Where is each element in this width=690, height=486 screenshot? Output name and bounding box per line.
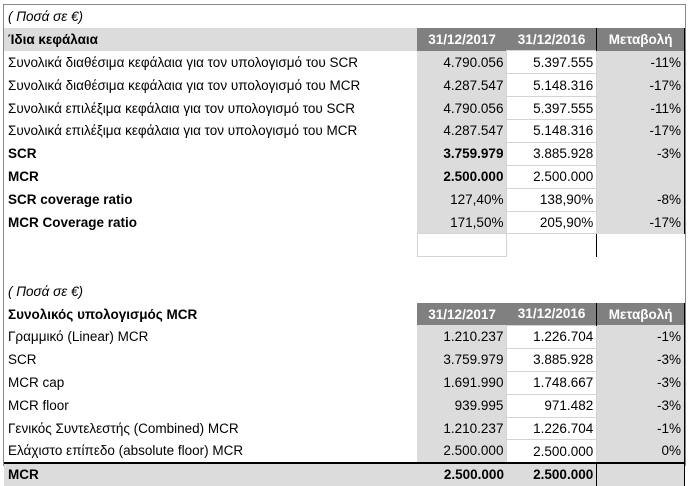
row-label: SCR <box>8 352 37 368</box>
spreadsheet-sheet <box>3 4 686 483</box>
value-2017: 4.790.056 <box>417 97 507 120</box>
unit-note-row <box>4 5 685 28</box>
row-label: Γραμμικό (Linear) MCR <box>8 329 149 345</box>
value-2017: 2.500.000 <box>417 165 507 188</box>
value-2017: 1.210.237 <box>417 325 507 348</box>
value-2017: 171,50% <box>417 211 507 234</box>
section-title: Συνολικός υπολογισμός MCR <box>8 306 198 322</box>
value-2016: 5.148.316 <box>507 74 597 97</box>
table-row <box>4 417 685 440</box>
row-label: SCR <box>8 146 37 162</box>
table-row <box>4 165 685 188</box>
unit-note: ( Ποσά σε €) <box>8 8 83 24</box>
total-change <box>597 463 685 486</box>
value-change: 0% <box>597 440 685 463</box>
row-label: MCR Coverage ratio <box>8 214 138 230</box>
value-2016: 5.397.555 <box>507 51 597 74</box>
table-row <box>4 188 685 211</box>
value-change: -1% <box>597 417 685 440</box>
table-row <box>4 348 685 371</box>
col-header-2016: 31/12/2016 <box>507 28 597 51</box>
table-row <box>4 142 685 165</box>
value-2017: 127,40% <box>417 188 507 211</box>
section-title: Ίδια κεφάλαια <box>4 28 417 51</box>
value-2016: 205,90% <box>507 211 597 234</box>
header-row <box>4 303 685 326</box>
row-label: Συνολικά επιλέξιμα κεφάλαια για τον υπολογισμό του SCR <box>8 100 355 116</box>
value-2016: 971.482 <box>507 394 597 417</box>
table-row <box>4 51 685 74</box>
capital-table <box>4 5 685 486</box>
total-2017: 2.500.000 <box>417 463 507 486</box>
value-2017: 2.500.000 <box>417 440 507 463</box>
row-label: Γενικός Συντελεστής (Combined) MCR <box>8 420 239 436</box>
value-2016: 5.397.555 <box>507 97 597 120</box>
col-header-change: Μεταβολή <box>597 28 685 51</box>
table-body <box>4 5 685 486</box>
value-2017: 3.759.979 <box>417 142 507 165</box>
row-label: MCR floor <box>8 398 69 414</box>
spacer-row <box>4 234 685 257</box>
value-change: -3% <box>597 371 685 394</box>
table-row <box>4 371 685 394</box>
value-2016: 5.148.316 <box>507 119 597 142</box>
row-label: Συνολικά διαθέσιμα κεφάλαια για τον υπολογισμό του MCR <box>8 77 361 93</box>
value-2016: 2.500.000 <box>507 165 597 188</box>
total-label: MCR <box>4 463 417 486</box>
value-2016: 3.885.928 <box>507 142 597 165</box>
value-change: -17% <box>597 74 685 97</box>
value-change <box>597 165 685 188</box>
value-change: -1% <box>597 325 685 348</box>
value-2016: 2.500.000 <box>507 440 597 463</box>
total-row <box>4 463 685 486</box>
table-row <box>4 394 685 417</box>
value-2017: 3.759.979 <box>417 348 507 371</box>
table-row <box>4 211 685 234</box>
table-row <box>4 440 685 463</box>
total-2016: 2.500.000 <box>507 463 597 486</box>
value-2017: 1.691.990 <box>417 371 507 394</box>
header-row <box>4 28 685 51</box>
col-header-change: Μεταβολή <box>597 303 685 326</box>
value-2016: 1.226.704 <box>507 417 597 440</box>
value-change: -11% <box>597 51 685 74</box>
value-change: -17% <box>597 211 685 234</box>
table-row <box>4 325 685 348</box>
value-2017: 4.287.547 <box>417 74 507 97</box>
col-header-2016: 31/12/2016 <box>507 303 597 326</box>
value-change: -8% <box>597 188 685 211</box>
row-label: SCR coverage ratio <box>8 192 133 208</box>
value-change: -3% <box>597 348 685 371</box>
value-2017: 4.790.056 <box>417 51 507 74</box>
row-label: MCR cap <box>8 375 65 391</box>
col-header-2017: 31/12/2017 <box>417 28 507 51</box>
value-change: -11% <box>597 97 685 120</box>
value-2016: 3.885.928 <box>507 348 597 371</box>
table-row <box>4 97 685 120</box>
row-label: Ελάχιστο επίπεδο (absolute floor) MCR <box>8 443 244 459</box>
value-change: -3% <box>597 394 685 417</box>
table-row <box>4 119 685 142</box>
table-row <box>4 74 685 97</box>
value-2017: 4.287.547 <box>417 119 507 142</box>
value-2017: 939.995 <box>417 394 507 417</box>
spacer-row <box>4 257 685 280</box>
col-header-2017: 31/12/2017 <box>417 303 507 326</box>
value-2016: 1.226.704 <box>507 325 597 348</box>
value-2016: 138,90% <box>507 188 597 211</box>
value-change: -3% <box>597 142 685 165</box>
unit-note: ( Ποσά σε €) <box>8 283 83 299</box>
row-label: Συνολικά διαθέσιμα κεφάλαια για τον υπολογισμό του SCR <box>8 54 359 70</box>
value-change: -17% <box>597 119 685 142</box>
value-2016: 1.748.667 <box>507 371 597 394</box>
value-2017: 1.210.237 <box>417 417 507 440</box>
unit-note-row <box>4 280 685 303</box>
row-label: MCR <box>8 169 39 185</box>
row-label: Συνολικά επιλέξιμα κεφάλαια για τον υπολογισμό του MCR <box>8 123 358 139</box>
